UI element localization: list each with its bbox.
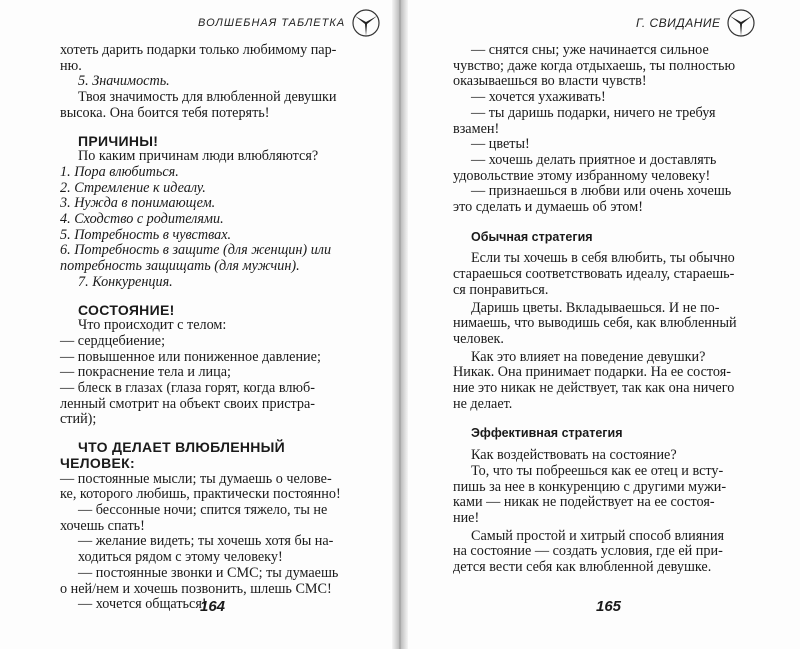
list-item: 7. Конкуренция. <box>78 273 173 290</box>
text-line: — ты даришь подарки, ничего не требуя <box>471 104 716 121</box>
subsection-heading: Эффективная стратегия <box>471 426 623 441</box>
text-line: дется вести себя как влюбленной девушке. <box>453 559 712 576</box>
text-line: о ней/нем и хочешь позвонить, шлешь СМС! <box>60 580 332 597</box>
text-line: Самый простой и хитрый способ влияния <box>471 527 724 544</box>
text-line: хотеть дарить подарки только любимому пар- <box>60 42 337 58</box>
text-line: — хочется общаться! <box>78 596 207 613</box>
text-line: ние! <box>453 509 480 526</box>
right-page <box>408 0 800 649</box>
text-line: ленный смотрит на объект своих пристра- <box>60 395 315 412</box>
text-line: — постоянные звонки и СМС; ты думаешь <box>78 564 339 581</box>
section-heading: ПРИЧИНЫ! <box>78 132 159 149</box>
text-line: хочешь спать! <box>60 517 145 534</box>
left-page-text <box>60 43 360 613</box>
right-header-title: Г. СВИДАНИЕ <box>636 16 721 30</box>
text-line: — признаешься в любви или очень хочешь <box>471 183 732 200</box>
text-line: ками — никак не подействует на ее состоя- <box>453 494 715 511</box>
text-line: ню. <box>60 57 82 74</box>
text-line: Как воздействовать на состояние? <box>471 447 677 464</box>
pill-logo-icon <box>351 8 381 38</box>
list-item: 5. Потребность в чувствах. <box>60 226 232 243</box>
right-page-number: 165 <box>596 598 622 615</box>
text-line: — сердцебиение; <box>60 332 166 349</box>
text-line: По каким причинам люди влюбляются? <box>78 148 319 165</box>
text-line: это сделать и думаешь об этом! <box>453 199 643 216</box>
list-item: 2. Стремление к идеалу. <box>60 179 206 196</box>
text-line: — хочешь делать приятное и доставлять <box>471 151 717 168</box>
text-line: — цветы! <box>471 136 530 153</box>
left-running-header <box>198 8 381 38</box>
list-item: потребность защищать (для мужчин). <box>60 258 300 275</box>
text-line: не делает. <box>453 395 513 412</box>
right-running-header <box>636 8 756 38</box>
text-line: — постоянные мысли; ты думаешь о челове- <box>60 470 332 487</box>
text-line: Что происходит с телом: <box>78 317 227 334</box>
text-line: Никак. Она принимает подарки. На ее состоя- <box>453 364 731 381</box>
text-line: пишь за нее в конкуренцию с другими мужи- <box>453 478 727 495</box>
text-line: оказываешься во власти чувств! <box>453 73 647 90</box>
text-line: — повышенное или пониженное давление; <box>60 348 321 365</box>
left-header-title: ВОЛШЕБНАЯ ТАБЛЕТКА <box>198 17 346 29</box>
book-gutter <box>392 0 408 649</box>
text-line: ходиться рядом с этому человеку! <box>78 549 283 566</box>
text-line: стий); <box>60 411 97 428</box>
text-line: высока. Она боится тебя потерять! <box>60 104 270 121</box>
list-item: 1. Пора влюбиться. <box>60 163 179 180</box>
text-line: Твоя значимость для влюбленной девушки <box>78 89 337 106</box>
text-line: — бессонные ночи; спится тяжело, ты не <box>78 501 328 518</box>
right-page-text <box>453 43 753 576</box>
text-line: удовольствие этому избранному человеку! <box>453 167 711 184</box>
text-line: нимаешь, что выводишь себя, как влюбленный <box>453 315 737 332</box>
text-line: взамен! <box>453 120 500 137</box>
pill-logo-icon <box>726 8 756 38</box>
text-line: на состояние — создать условия, где ей при- <box>453 543 723 560</box>
subsection-heading: Обычная стратегия <box>471 229 593 244</box>
text-line: — снятся сны; уже начинается сильное <box>471 42 709 58</box>
text-line: — хочется ухаживать! <box>471 89 606 106</box>
text-line: чувство; даже когда отдыхаешь, ты полностью <box>453 57 736 74</box>
list-item: 6. Потребность в защите (для женщин) или <box>60 242 332 259</box>
text-line: ние это никак не действует, так как она ничего <box>453 380 735 397</box>
text-line: — желание видеть; ты хочешь хотя бы на- <box>78 533 334 550</box>
text-line: — покраснение тела и лица; <box>60 364 231 381</box>
text-line: Если ты хочешь в себя влюбить, ты обычно <box>471 250 735 267</box>
left-page-number: 164 <box>200 598 226 615</box>
text-line: То, что ты побреешься как ее отец и всту- <box>471 462 724 479</box>
section-heading: СОСТОЯНИЕ! <box>78 301 175 318</box>
section-heading: ЧТО ДЕЛАЕТ ВЛЮБЛЕННЫЙ ЧЕЛОВЕК: <box>60 439 286 471</box>
text-line: Даришь цветы. Вкладываешься. И не по- <box>471 299 720 316</box>
text-line: — блеск в глазах (глаза горят, когда влюб- <box>60 380 315 397</box>
text-line: стараешься соответствовать идеалу, стараешь- <box>453 266 735 283</box>
list-item: 3. Нужда в понимающем. <box>60 195 216 212</box>
text-line: Как это влияет на поведение девушки? <box>471 348 706 365</box>
text-line: человек. <box>453 330 504 347</box>
text-line: ся понравиться. <box>453 281 549 298</box>
text-line: ке, которого любишь, практически постоянно! <box>60 486 341 503</box>
text-line: 5. Значимость. <box>78 73 170 90</box>
list-item: 4. Сходство с родителями. <box>60 211 224 228</box>
left-page <box>0 0 392 649</box>
